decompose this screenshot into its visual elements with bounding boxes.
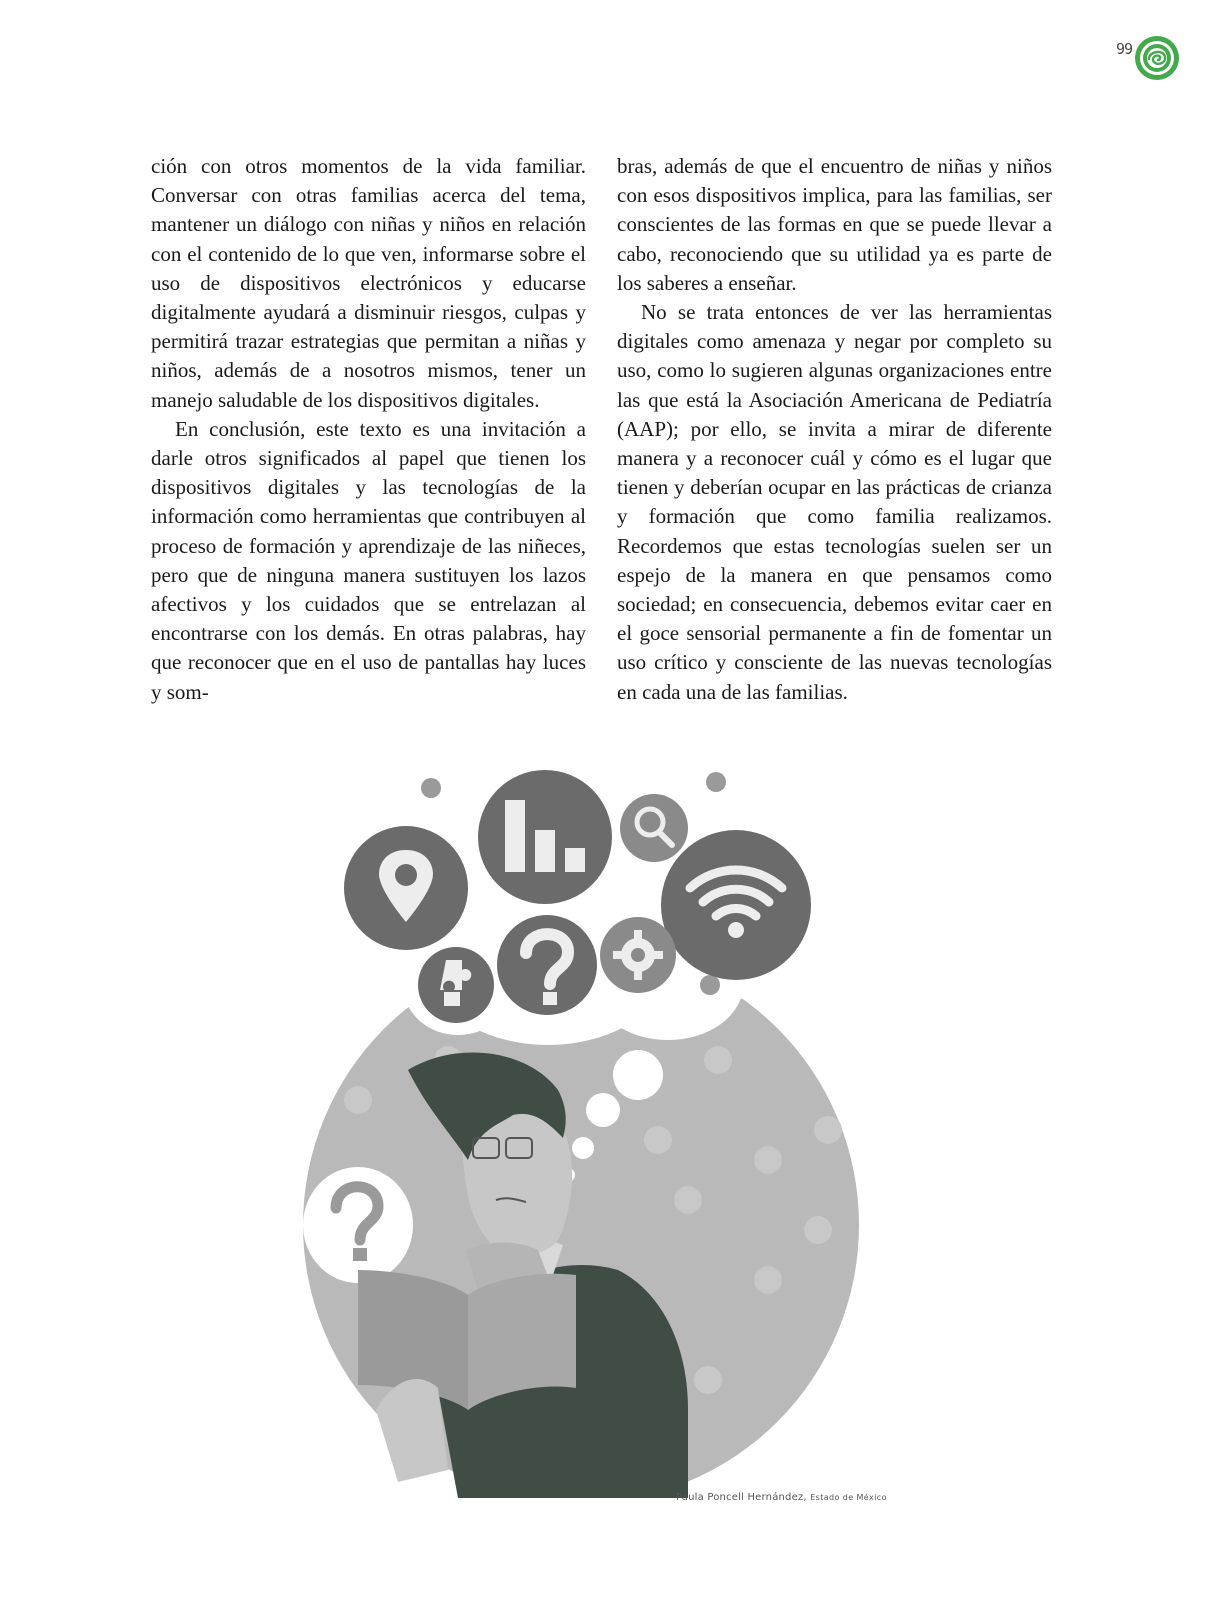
location-pin-icon — [344, 826, 468, 950]
green-spiral-logo-icon — [1134, 35, 1180, 81]
caption-state: Estado de México — [810, 1493, 887, 1502]
puzzle-icon — [418, 947, 494, 1023]
right-column — [617, 152, 1052, 752]
gear-icon — [600, 917, 676, 993]
illustration-credit — [676, 1492, 901, 1503]
left-column — [151, 152, 586, 752]
question-mark-icon — [497, 915, 597, 1015]
left-paragraph-2: En conclusión, este texto es una invitación a darle otros significados al papel que tienen los dispositivos digitales y las tecnologías de la información como herramientas que contribuyen al proceso de formación y aprendizaje de las niñeces, pero que de ninguna manera sustituyen los lazos afectivos y los cuidados que se entrelazan al encontrarse con los demás. En otras palabras, hay que reconocer que en el uso de pantallas hay luces y som- — [151, 416, 586, 704]
wifi-icon — [661, 830, 811, 980]
magnifier-icon — [620, 794, 688, 862]
page-number: 99 — [1115, 40, 1132, 58]
right-paragraph-1: bras, además de que el encuentro de niñas y niños con esos dispositivos implica, para las familias, ser conscientes de las formas en que se puede llevar a cabo, reconociendo que su utilidad ya es parte de los saberes a enseñar. — [617, 154, 1052, 295]
right-paragraph-2: No se trata entonces de ver las herramientas digitales como amenaza y negar por completo su uso, como lo sugieren algunas organizaciones entre las que está la Asociación Americana de Pediatría (AAP); por ello, se invita a mirar de diferente manera y a reconocer cuál y cómo es el lugar que tienen y deberían ocupar en las prácticas de crianza y formación que como familia realizamos. Recordemos que estas tecnologías suelen ser un espejo de la manera en que pensamos como sociedad; en consecuencia, debemos evitar caer en el goce sensorial permanente a fin de fomentar un uso crítico y consciente de las nuevas tecnologías en cada una de las familias. — [617, 300, 1052, 704]
illustration-thinking-man — [298, 770, 878, 1498]
bar-chart-icon — [478, 770, 612, 904]
caption-author: Paula Poncell Hernández, — [676, 1492, 807, 1503]
two-column-body — [151, 152, 1052, 752]
left-paragraph-1: ción con otros momentos de la vida familiar. Conversar con otras familias acerca del tema, mantener un diálogo con niñas y niños en relación con el contenido de lo que ven, informarse sobre el uso de dispositivos electrónicos y educarse digitalmente ayudará a disminuir riesgos, culpas y permitirá trazar estrategias que permitan a niñas y niños, además de a nosotros mismos, tener un manejo saludable de los dispositivos digitales. — [151, 154, 586, 412]
